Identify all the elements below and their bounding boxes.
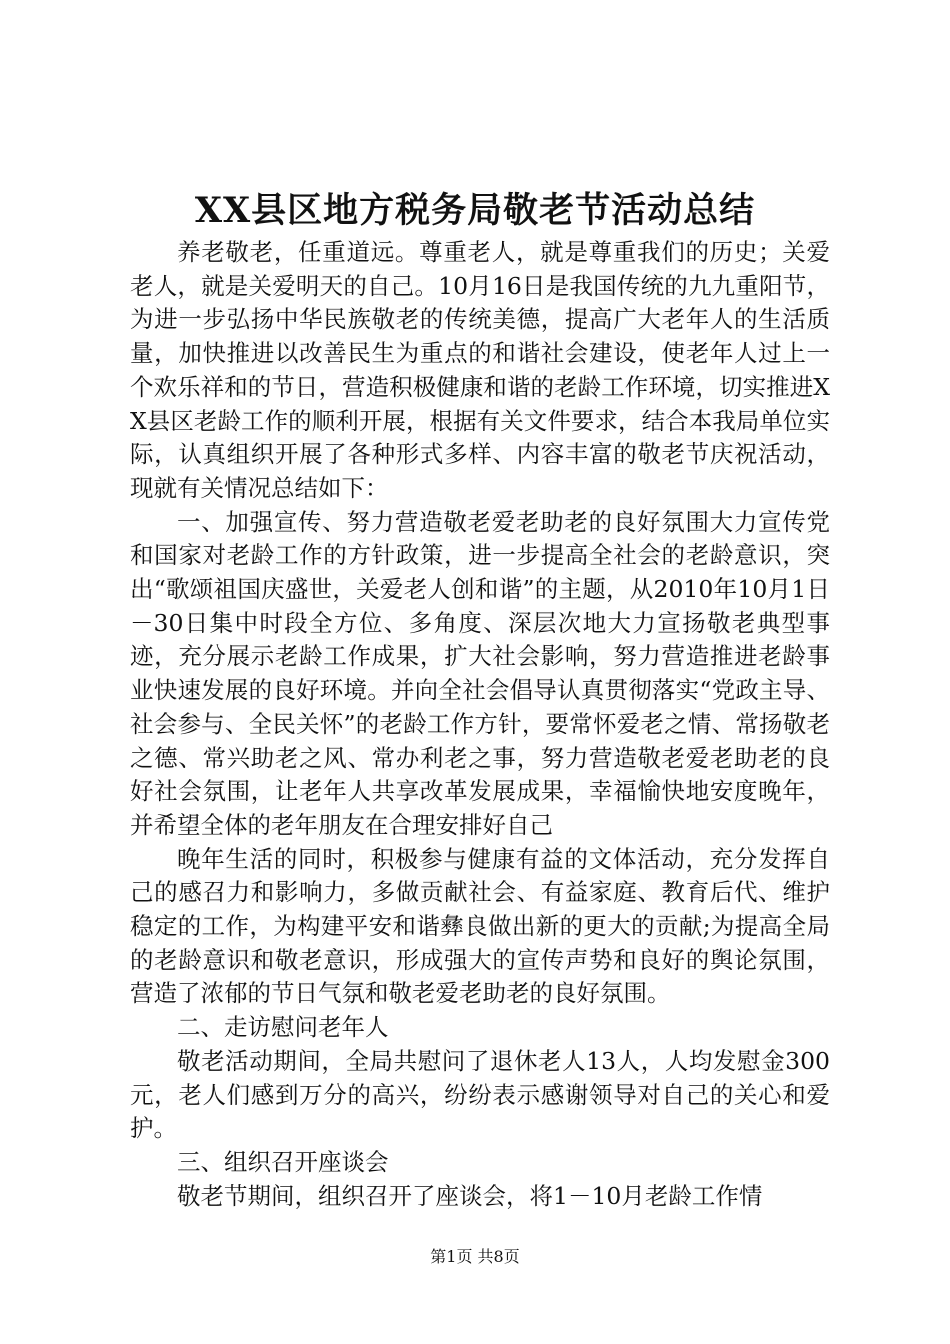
document-title: XX县区地方税务局敬老节活动总结 <box>194 190 756 231</box>
section-heading-2: 二、走访慰问老年人 <box>177 1013 389 1042</box>
page-number-footer: 第1页 共8页 <box>430 1247 520 1266</box>
section-heading-3: 三、组织召开座谈会 <box>177 1147 389 1176</box>
paragraph-section-2: 敬老活动期间，全局共慰问了退休老人13人，人均发慰金300元，老人们感到万分的高兴，纷纷表示感谢领导对自己的关心和爱护。 <box>130 1046 830 1143</box>
paragraph-section-1-continued: 晚年生活的同时，积极参与健康有益的文体活动，充分发挥自己的感召力和影响力，多做贡献社会、有益家庭、教育后代、维护稳定的工作，为构建平安和谐彝良做出新的更大的贡献;为提高全局的老龄意识和敬老意识，形成强大的宣传声势和良好的舆论氛围，营造了浓郁的节日气氛和敬老爱老助老的良好氛围。 <box>130 844 830 1008</box>
paragraph-intro: 养老敬老，任重道远。尊重老人，就是尊重我们的历史；关爱老人，就是关爱明天的自己。10月16日是我国传统的九九重阳节，为进一步弘扬中华民族敬老的传统美德，提高广大老年人的生活质量，加快推进以改善民生为重点的和谐社会建设，使老年人过上一个欢乐祥和的节日，营造积极健康和谐的老龄工作环境，切实推进XX县区老龄工作的顺利开展，根据有关文件要求，结合本我局单位实际，认真组织开展了各种形式多样、内容丰富的敬老节庆祝活动，现就有关情况总结如下： <box>130 238 830 502</box>
paragraph-section-1: 一、加强宣传、努力营造敬老爱老助老的良好氛围大力宣传党和国家对老龄工作的方针政策，进一步提高全社会的老龄意识，突出“歌颂祖国庆盛世，关爱老人创和谐”的主题，从2010年10月1日－30日集中时段全方位、多角度、深层次地大力宣扬敬老典型事迹，充分展示老龄工作成果，扩大社会影响，努力营造推进老龄事业快速发展的良好环境。并向全社会倡导认真贯彻落实“党政主导、社会参与、全民关怀”的老龄工作方针，要常怀爱老之情、常扬敬老之德、常兴助老之风、常办利老之事，努力营造敬老爱老助老的良好社会氛围，让老年人共享改革发展成果，幸福愉快地安度晚年，并希望全体的老年朋友在合理安排好自己 <box>130 507 830 839</box>
paragraph-section-3: 敬老节期间，组织召开了座谈会，将1－10月老龄工作情 <box>177 1181 763 1210</box>
document-body <box>130 236 830 1213</box>
